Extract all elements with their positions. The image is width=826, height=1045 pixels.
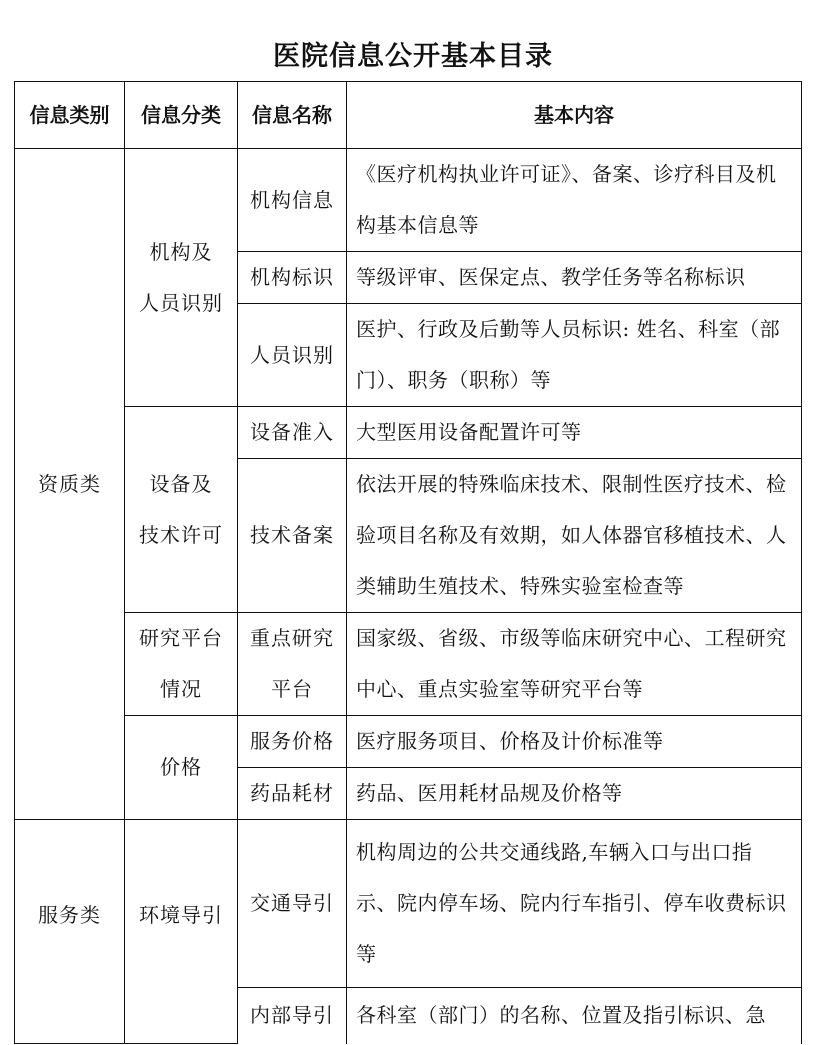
classification-cell: 价格: [125, 716, 238, 820]
classification-cell: 环境导引: [125, 820, 238, 1044]
content-cell: 各科室（部门）的名称、位置及指引标识、急: [347, 987, 802, 1043]
category-cell: 服务类: [15, 820, 125, 1044]
table-row: [15, 613, 802, 716]
classification-cell: 研究平台 情况: [125, 613, 238, 716]
content-cell: 国家级、省级、市级等临床研究中心、工程研究中心、重点实验室等研究平台等: [347, 613, 802, 716]
name-cell: 药品耗材: [238, 768, 347, 820]
table-row: [15, 716, 802, 768]
content-cell: 依法开展的特殊临床技术、限制性医疗技术、检验项目名称及有效期，如人体器官移植技术、人类辅助生殖技术、特殊实验室检查等: [347, 459, 802, 613]
content-cell: 《医疗机构执业许可证》、备案、诊疗科目及机构基本信息等: [347, 149, 802, 252]
content-cell: 医疗服务项目、价格及计价标准等: [347, 716, 802, 768]
name-cell: 机构标识: [238, 252, 347, 304]
name-cell: 机构信息: [238, 149, 347, 252]
table-row: [15, 407, 802, 459]
header-classification: 信息分类: [125, 82, 238, 149]
content-cell: 等级评审、医保定点、教学任务等名称标识: [347, 252, 802, 304]
content-cell: 医护、行政及后勤等人员标识: 姓名、科室（部门）、职务（职称）等: [347, 304, 802, 407]
name-cell: 内部导引: [238, 987, 347, 1043]
table-row: [15, 149, 802, 252]
name-cell: 技术备案: [238, 459, 347, 613]
name-cell: 交通导引: [238, 820, 347, 988]
catalog-table: [14, 81, 802, 1044]
name-cell: 设备准入: [238, 407, 347, 459]
table-header-row: [15, 82, 802, 149]
category-cell: 资质类: [15, 149, 125, 820]
name-cell: 服务价格: [238, 716, 347, 768]
content-cell: 机构周边的公共交通线路,车辆入口与出口指示、院内停车场、院内行车指引、停车收费标识等: [347, 820, 802, 988]
name-cell: 重点研究 平台: [238, 613, 347, 716]
document-title: 医院信息公开基本目录: [273, 41, 553, 72]
header-content: 基本内容: [347, 82, 802, 149]
content-cell: 大型医用设备配置许可等: [347, 407, 802, 459]
classification-cell: 设备及 技术许可: [125, 407, 238, 613]
header-name: 信息名称: [238, 82, 347, 149]
header-category: 信息类别: [15, 82, 125, 149]
name-cell: 人员识别: [238, 304, 347, 407]
content-cell: 药品、医用耗材品规及价格等: [347, 768, 802, 820]
table-row: [15, 820, 802, 988]
classification-cell: 机构及 人员识别: [125, 149, 238, 407]
